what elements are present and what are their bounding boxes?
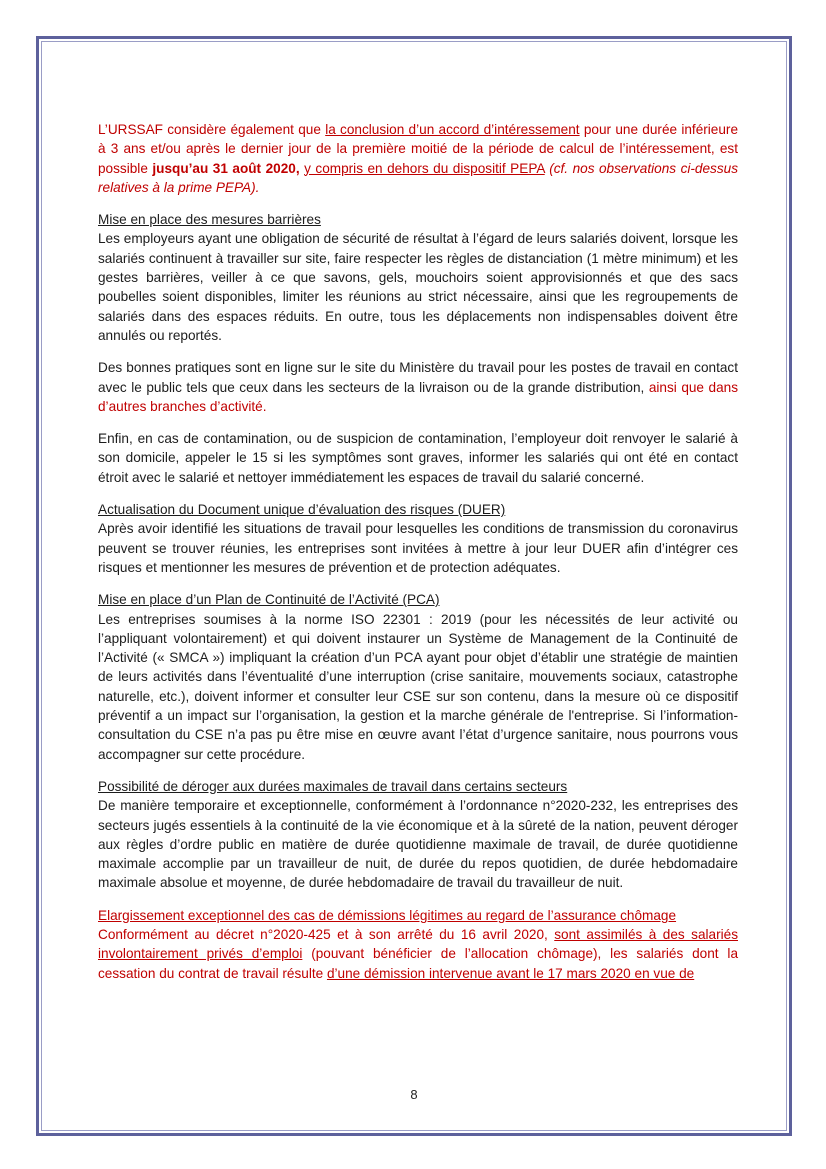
section-heading-duer: Actualisation du Document unique d’évaluation des risques (DUER) xyxy=(98,502,506,518)
page-number: 8 xyxy=(410,1087,418,1102)
underlined-text-run: sont assimilés à des salariés involontairement privés d’emploi xyxy=(98,926,738,962)
section-heading-pca: Mise en place d’un Plan de Continuité de l’Activité (PCA) xyxy=(98,592,440,608)
text-run: (pouvant bénéficier de l’allocation chômage), les salariés dont la cessation du contrat de travail résulte xyxy=(98,946,738,981)
text-run: Conformément au décret n°2020-425 et à son arrêté du 16 avril 2020, xyxy=(98,926,555,942)
text-run: L’URSSAF considère également que xyxy=(98,122,326,137)
section-body-mesures-barrieres: Les employeurs ayant une obligation de sécurité de résultat à l’égard de leurs salariés doivent, lorsque les salariés continuent à travailler sur site, faire respecter les règles de distanciation (1 mètre minimum) et les gestes barrières, veiller à ce que savons, gels, mouchoirs soient approvisionnés et que des sacs poubelles soient disponibles, limiter les réunions au strict nécessaire, ainsi que les regroupements de salariés dans des espaces réduits. En outre, tous les déplacements non indispensables doivent être annulés ou reportés. xyxy=(98,231,738,343)
underlined-text-run: y compris en dehors du dispositif PEPA xyxy=(304,160,545,176)
paragraph-contamination: Enfin, en cas de contamination, ou de suspicion de contamination, l’employeur doit renvoyer le salarié à son domicile, appeler le 15 si les symptômes sont graves, informer les salariés qui ont été en contact étroit avec le salarié et nettoyer immédiatement les espaces de travail du salarié concerné. xyxy=(98,431,738,485)
section-heading-demissions-legitimes: Elargissement exceptionnel des cas de démissions légitimes au regard de l’assurance chômage xyxy=(98,907,677,923)
section-heading-derogation-durees: Possibilité de déroger aux durées maximales de travail dans certains secteurs xyxy=(98,778,568,794)
page-content xyxy=(42,42,786,996)
intro-paragraph xyxy=(98,120,738,197)
section-body-duer: Après avoir identifié les situations de travail pour lesquelles les conditions de transmission du coronavirus peuvent se trouver réunies, les entreprises sont invitées à mettre à jour leur DUER afin d’intégrer ces risques et mentionner les mesures de prévention et de protection adéquates. xyxy=(98,521,738,575)
text-run: pour une durée inférieure à 3 ans et/ou après le dernier jour de la première moitié de la période de calcul de l’intéressement, est possible xyxy=(98,122,739,176)
underlined-text-run: d’une démission intervenue avant le 17 mars 2020 en vue de xyxy=(326,965,695,981)
page-border xyxy=(36,36,792,1136)
section-body-demissions-legitimes xyxy=(98,925,738,983)
section-body-derogation-durees: De manière temporaire et exceptionnelle, conformément à l’ordonnance n°2020-232, les entreprises des secteurs jugés essentiels à la continuité de la vie économique et à la sûreté de la nation, peuvent déroger aux règles d’ordre public en matière de durée quotidienne maximale de travail, de durée quotidienne maximale accomplie par un travailleur de nuit, de durée du repos quotidien, de durée hebdomadaire maximale absolue et moyenne, de durée hebdomadaire de travail du travailleur de nuit. xyxy=(98,798,738,891)
underlined-text-run: la conclusion d’un accord d’intéressement xyxy=(325,122,580,137)
paragraph-bonnes-pratiques xyxy=(98,358,738,416)
text-run: Des bonnes pratiques sont en ligne sur le site du Ministère du travail pour les postes de travail en contact avec le public tels que ceux dans les secteurs de la livraison ou de la grande distribution, xyxy=(98,360,738,395)
page-border-inner xyxy=(41,41,787,1131)
italic-text-run: (cf. nos observations ci-dessus relatives à la prime PEPA). xyxy=(98,160,738,195)
section-heading-mesures-barrieres: Mise en place des mesures barrières xyxy=(98,212,321,228)
section-body-pca: Les entreprises soumises à la norme ISO 22301 : 2019 (pour les nécessités de leur activité ou l’appliquant volontairement) et qui doivent instaurer un Système de Management de la Continuité de l’Activité (« SMCA ») impliquant la création d’un PCA ayant pour objet d’établir une stratégie de maintien de leurs activités dans l’éventualité d’une interruption (crise sanitaire, mouvements sociaux, catastrophe naturelle, etc.), doivent informer et consulter leur CSE sur son contenu, dans la mesure où ce dispositif préventif a un impact sur l’organisation, la gestion et la marche générale de l'entreprise. Si l’information-consultation du CSE n’a pas pu être mise en œuvre avant l’état d’urgence sanitaire, nous pourrons vous accompagner sur cette procédure. xyxy=(98,611,738,762)
red-text-run: ainsi que dans d’autres branches d’activité. xyxy=(98,379,739,414)
bold-text-run: jusqu’au 31 août 2020, xyxy=(152,160,300,176)
